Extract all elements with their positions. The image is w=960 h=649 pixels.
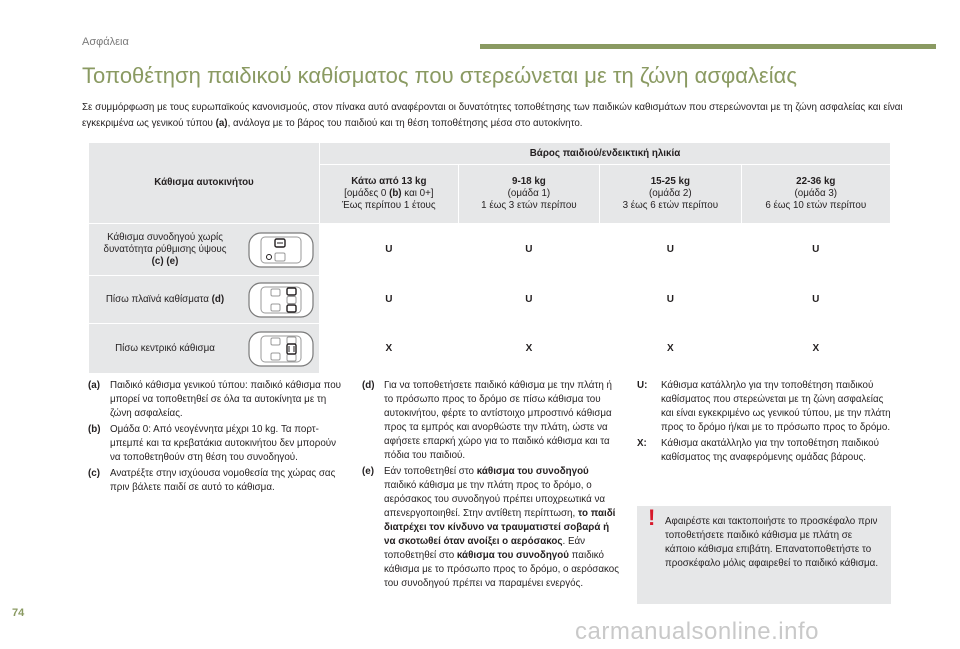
category-header-3: 22-36 kg (ομάδα 3) 6 έως 10 ετών περίπου xyxy=(741,165,890,224)
table-row xyxy=(89,224,891,276)
seat-cell-front-passenger: Κάθισμα συνοδηγού χωρίς δυνατότητα ρύθμισης ύψους (c) (e) xyxy=(89,224,320,276)
seat-cell-rear-centre: Πίσω κεντρικό κάθισμα xyxy=(89,324,320,374)
weight-age-header: Βάρος παιδιού/ενδεικτική ηλικία xyxy=(320,143,891,165)
value-cell: U xyxy=(600,276,741,324)
category-header-1: 9-18 kg (ομάδα 1) 1 έως 3 ετών περίπου xyxy=(458,165,599,224)
note-e: (e) Εάν τοποθετηθεί στο κάθισμα του συνοδηγού παιδικό κάθισμα με την πλάτη προς το δρόμο, ο αερόσακος του συνοδηγού πρέπει υποχρεωτικά να απενεργοποιηθεί. Στην αντίθετη περίπτωση, το παιδί διατρέχει τον κίνδυνο να τραυματιστεί σοβαρά ή να σκοτωθεί όταν ανοίξει ο αερόσακος. Εάν τοποθετηθεί στο κάθισμα του συνοδηγού παιδικό κάθισμα με το πρόσωπο προς το δρόμο, ο αερόσακος του συνοδηγού πρέπει να παραμένει ενεργός. xyxy=(362,466,619,589)
section-label: Ασφάλεια xyxy=(82,36,129,48)
intro-paragraph: Σε συμμόρφωση με τους ευρωπαϊκούς κανονισμούς, στον πίνακα αυτό αναφέρονται οι δυνατότητες τοποθέτησης των παιδικών καθισμάτων που στερεώνονται με τη ζώνη ασφαλείας και είναι εγκεκριμένα ως γενικού τύπου (a), ανάλογα με το βάρος του παιδιού και τη θέση τοποθέτησης μέσα στο αυτοκίνητο. xyxy=(82,102,903,129)
value-cell: U xyxy=(741,224,890,276)
category-header-0: Κάτω από 13 kg [ομάδες 0 (b) και 0+] Έως περίπου 1 έτους xyxy=(320,165,459,224)
header-accent-bar xyxy=(480,44,936,49)
value-cell: U xyxy=(458,276,599,324)
notes-right xyxy=(637,379,891,467)
warning-text: Αφαιρέστε και τακτοποιήστε το προσκέφαλο πριν τοποθετήσετε παιδικό κάθισμα με πλάτη σε κάποιο κάθισμα επιβάτη. Επανατοποθετήστε το προσκέφαλο μόλις αφαιρεθεί το παιδικό κάθισμα. xyxy=(665,516,879,569)
note-a: (a) Παιδικό κάθισμα γενικού τύπου: παιδικό κάθισμα που μπορεί να τοποθετηθεί σε όλα τα αυτοκίνητα με τη ζώνη ασφαλείας. xyxy=(88,380,341,419)
note-x: X: Κάθισμα ακατάλληλο για την τοποθέτηση παιδικού καθίσματος της αναφερόμενης ομάδας βάρους. xyxy=(637,438,879,463)
car-rear-centre-seat-icon xyxy=(247,328,315,370)
car-rear-outer-seats-icon xyxy=(247,279,315,321)
note-u: U: Κάθισμα κατάλληλο για την τοποθέτηση παιδικού καθίσματος που στερεώνεται με τη ζώνη ασφαλείας και είναι εγκεκριμένο ως γενικού τύπου, με την πλάτη προς το δρόμο ή/και με το πρόσωπο προς το δρόμο. xyxy=(637,380,891,433)
note-d: (d) Για να τοποθετήσετε παιδικό κάθισμα με την πλάτη ή το πρόσωπο προς το δρόμο σε πίσω κάθισμα του αυτοκινήτου, φέρτε το αντίστοιχο μπροστινό κάθισμα προς τα εμπρός και ανορθώστε την πλάτη, ώστε να αφήσετε επαρκή χώρο για το παιδικό κάθισμα και τα πόδια του παιδιού. xyxy=(362,380,612,461)
value-cell: X xyxy=(320,324,459,374)
watermark: carmanualsonline.info xyxy=(575,618,819,645)
page-title: Τοποθέτηση παιδικού καθίσματος που στερεώνεται με τη ζώνη ασφαλείας xyxy=(82,63,797,88)
value-cell: U xyxy=(458,224,599,276)
seat-cell-rear-outer: Πίσω πλαϊνά καθίσματα (d) xyxy=(89,276,320,324)
category-header-2: 15-25 kg (ομάδα 2) 3 έως 6 ετών περίπου xyxy=(600,165,741,224)
note-c: (c) Ανατρέξτε στην ισχύουσα νομοθεσία της χώρας σας πριν βάλετε παιδί σε αυτό το κάθισμα. xyxy=(88,468,336,493)
value-cell: X xyxy=(600,324,741,374)
value-cell: U xyxy=(741,276,890,324)
table-row xyxy=(89,276,891,324)
value-cell: X xyxy=(741,324,890,374)
value-cell: X xyxy=(458,324,599,374)
notes-middle xyxy=(362,379,620,593)
warning-icon: ! xyxy=(648,505,656,530)
value-cell: U xyxy=(320,276,459,324)
car-front-passenger-seat-icon xyxy=(247,229,315,271)
table-row xyxy=(89,324,891,374)
note-b: (b) Ομάδα 0: Από νεογέννητα μέχρι 10 kg. Τα πορτ-μπεμπέ και τα κρεβατάκια αυτοκινήτου δεν μπορούν να τοποθετηθούν στη θέση του συνοδηγού. xyxy=(88,424,337,463)
warning-box xyxy=(637,506,891,604)
seat-column-header: Κάθισμα αυτοκινήτου xyxy=(89,143,320,224)
value-cell: U xyxy=(320,224,459,276)
page-number: 74 xyxy=(12,607,25,619)
notes-left xyxy=(88,379,346,497)
seat-compatibility-table xyxy=(88,142,891,374)
value-cell: U xyxy=(600,224,741,276)
